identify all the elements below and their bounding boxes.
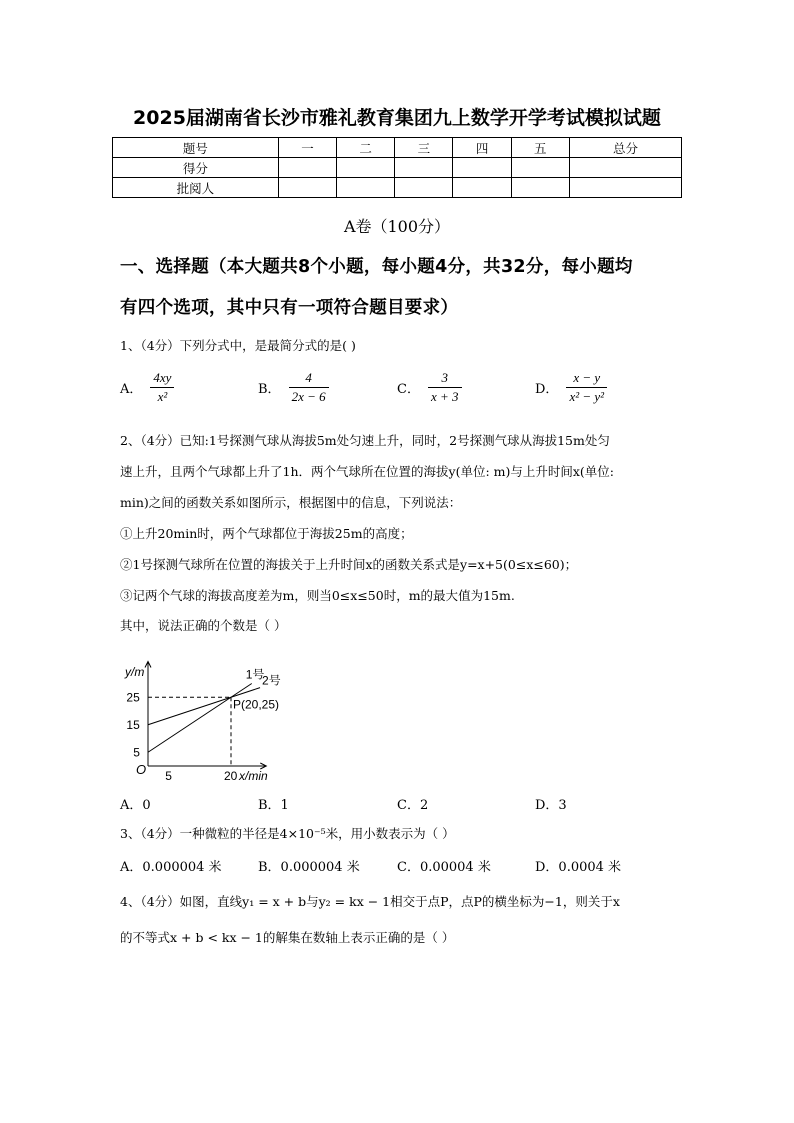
y-axis-label: y/m [125, 664, 145, 679]
q1-option-d[interactable] [535, 370, 607, 405]
score-cell[interactable] [511, 158, 569, 178]
q1-option-b[interactable] [258, 370, 329, 405]
table-cell: 三 [395, 138, 453, 158]
table-row [113, 138, 682, 158]
q2-graph [118, 650, 281, 783]
score-table [112, 137, 682, 198]
q2-option-b[interactable]: B．1 [258, 798, 289, 813]
q2-option-a[interactable]: A．0 [120, 798, 151, 813]
numerator: 3 [428, 370, 462, 388]
q2-line3: min)之间的函数关系如图所示，根据图中的信息，下列说法： [120, 495, 462, 510]
q3-option-a[interactable]: A．0.000004 米 [120, 860, 222, 875]
fraction [566, 370, 607, 405]
q3-option-b[interactable]: B．0.000004 米 [258, 860, 360, 875]
option-label: A． [120, 382, 143, 397]
denominator: x + 3 [430, 389, 459, 404]
q2-statement-1: ①上升20min时，两个气球都位于海拔25m的高度； [120, 526, 413, 541]
fraction [150, 370, 174, 405]
table-cell: 二 [337, 138, 395, 158]
score-cell[interactable] [278, 158, 336, 178]
score-cell[interactable] [278, 178, 336, 198]
q2-statement-2: ②1号探测气球所在位置的海拔关于上升时间x的函数关系式是y=x+5(0≤x≤60)； [120, 557, 578, 572]
point-label: P(20,25) [233, 697, 280, 712]
table-cell: 总分 [569, 138, 681, 158]
section-heading-line2: 有四个选项，其中只有一项符合题目要求） [120, 298, 459, 318]
score-cell[interactable] [395, 178, 453, 198]
q1-option-a[interactable] [120, 370, 174, 405]
score-cell[interactable] [453, 178, 511, 198]
fraction [289, 370, 329, 405]
numerator: 4 [289, 370, 329, 388]
series-label-2: 2号 [262, 673, 281, 688]
option-label: D． [535, 382, 559, 397]
q3-stem: 3、（4分）一种微粒的半径是4×10⁻⁵米，用小数表示为（ ） [120, 826, 455, 841]
q2-option-c[interactable]: C．2 [397, 798, 429, 813]
x-axis-label: x/min [239, 769, 268, 783]
fraction [428, 370, 462, 405]
q2-ask: 其中，说法正确的个数是（ ） [120, 618, 287, 633]
table-cell: 一 [278, 138, 336, 158]
origin-label: O [136, 762, 147, 777]
x-tick-label: 5 [165, 769, 172, 783]
series-line-1 [148, 684, 252, 753]
table-cell: 题号 [113, 138, 279, 158]
table-row [113, 178, 682, 198]
table-cell: 四 [453, 138, 511, 158]
score-cell[interactable] [395, 158, 453, 178]
option-label: B． [258, 382, 281, 397]
score-cell[interactable] [337, 178, 395, 198]
q2-line2: 速上升，且两个气球都上升了1h．两个气球所在位置的海拔y(单位: m)与上升时间x(单位: [120, 464, 614, 479]
page-title: 2025届湖南省长沙市雅礼教育集团九上数学开学考试模拟试题 [133, 107, 661, 129]
score-cell[interactable] [569, 158, 681, 178]
denominator: 2x − 6 [291, 389, 326, 404]
numerator: 4xy [150, 370, 174, 388]
table-cell: 得分 [113, 158, 279, 178]
denominator: x² [157, 389, 168, 404]
section-heading-line1: 一、选择题（本大题共8个小题，每小题4分，共32分，每小题均 [120, 257, 633, 277]
paper-part-heading: A卷（100分） [343, 217, 451, 236]
q1-option-c[interactable] [397, 370, 462, 405]
score-cell[interactable] [337, 158, 395, 178]
q2-option-d[interactable]: D．3 [535, 798, 567, 813]
score-cell[interactable] [453, 158, 511, 178]
q3-option-c[interactable]: C．0.00004 米 [397, 860, 491, 875]
q2-line1: 2、（4分）已知:1号探测气球从海拔5m处匀速上升，同时，2号探测气球从海拔15m处匀 [120, 433, 610, 448]
table-row [113, 158, 682, 178]
table-cell: 批阅人 [113, 178, 279, 198]
y-tick-label: 5 [133, 745, 140, 760]
option-label: C． [397, 382, 420, 397]
series-label-1: 1号 [245, 667, 265, 682]
q3-option-d[interactable]: D．0.0004 米 [535, 860, 622, 875]
q4-line1: 4、（4分）如图，直线y₁ = x + b与y₂ = kx − 1相交于点P，点P的横坐标为−1，则关于x [120, 894, 620, 909]
y-tick-label: 25 [126, 690, 140, 705]
score-cell[interactable] [569, 178, 681, 198]
numerator: x − y [566, 370, 607, 388]
y-tick-label: 15 [126, 717, 140, 732]
score-cell[interactable] [511, 178, 569, 198]
q1-stem: 1、（4分）下列分式中，是最简分式的是( ) [120, 338, 356, 353]
denominator: x² − y² [569, 389, 605, 404]
q2-statement-3: ③记两个气球的海拔高度差为m，则当0≤x≤50时，m的最大值为15m. [120, 588, 515, 603]
table-cell: 五 [511, 138, 569, 158]
x-tick-label: 20 [224, 769, 238, 783]
q4-line2: 的不等式x + b < kx − 1的解集在数轴上表示正确的是（ ） [120, 930, 455, 945]
